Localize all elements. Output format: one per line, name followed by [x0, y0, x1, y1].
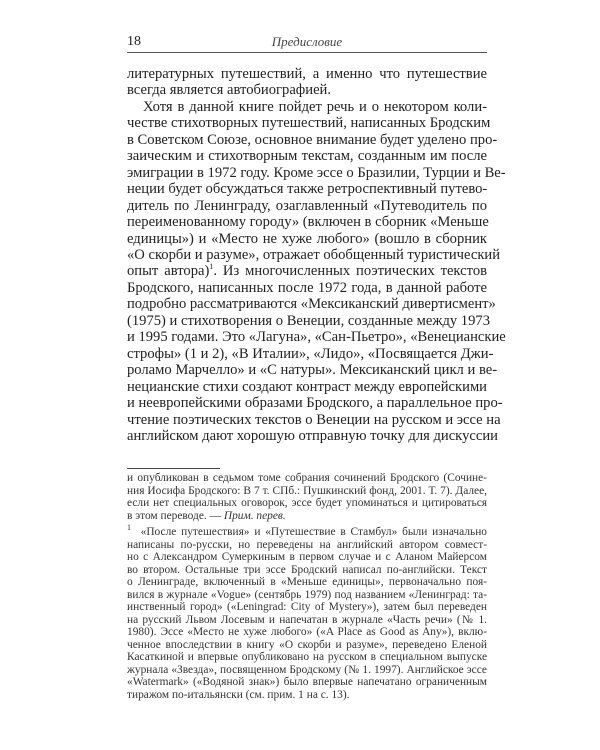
text-line: неции будет обсуждаться также ретроспективный путево- [127, 181, 488, 198]
footnote-line: ченное впоследствии в книгу «О скорби и разуме», переведено Еленой [127, 638, 487, 651]
running-head-title: Предисловие [271, 34, 343, 49]
text-line: чтение поэтических текстов о Венеции на русском и эссе на [127, 411, 501, 428]
footnote-line: во втором. Остальные три эссе Бродский написал по-английски. Текст [127, 563, 487, 576]
text-line [127, 263, 487, 279]
footnote-line: на русский Львом Лосевым и напечатан в журнале «Часть речи» (№ 1. [127, 613, 487, 626]
text-line: литературных путешествий, а именно что путешествие [127, 66, 487, 82]
text-line: эмиграции в 1972 году. Кроме эссе о Бразилии, Турции и Ве- [127, 164, 506, 181]
footnote-line [127, 523, 487, 539]
footnote-line: инственный город» («Leningrad: City of Mystery»), затем был переведен [127, 601, 487, 613]
text-line: в Советском Союзе, основное внимание будет уделено про- [127, 131, 498, 148]
text-line: единицы») и «Место не хуже любого» (вошло в сборник [127, 230, 487, 247]
body-text [127, 66, 506, 444]
text-line: Бродского, написанных после 1972 года, в данной работе [127, 279, 487, 296]
text-line: «О скорби и разуме», отражает обобщенный туристический [127, 246, 501, 263]
footnote-line: тиражом по-итальянски (см. прим. 1 на с. 13). [127, 688, 350, 701]
translator-note: Прим. перев. [223, 509, 286, 522]
text-fragment: в этом переводе. — [127, 509, 224, 522]
footnote-divider [127, 468, 220, 469]
text-line: (1975) и стихотворения о Венеции, созданные между 1973 [127, 312, 490, 329]
page-number: 18 [127, 34, 141, 49]
text-line: переименованному городу» (включен в сборник «Меньше [127, 214, 489, 231]
text-line: и неевропейскими образами Бродского, а параллельное про- [127, 395, 503, 412]
text-line: заическим и стихотворным текстам, созданным им после [127, 148, 487, 165]
text-fragment: опыт автора) [127, 263, 210, 280]
footnote-ref[interactable]: 1 [209, 262, 214, 272]
footnote-line: ния Иосифа Бродского: В 7 т. СПб.: Пушкинский фонд, 2001. Т. 7). Далее, [127, 484, 487, 497]
running-header [127, 34, 487, 53]
footnote-line: вился в журнале «Vogue» (сентябрь 1979) под названием «Ленинград: та- [127, 588, 487, 601]
text-line: и 1995 годами. Это «Лагуна», «Сан-Пьетро», «Венецианские [127, 329, 506, 346]
text-line: честве стихотворных путешествий, написанных Бродским [127, 115, 491, 132]
text-line: роламо Марчелло» и «С натуры». Мексиканский цикл и ве- [127, 362, 498, 379]
text-line: всегда является автобиографией. [127, 82, 332, 99]
text-fragment: . Из многочисленных поэтических текстов [213, 263, 488, 280]
footnote-line: написаны по-русски, но переведены на английский автором совмест- [127, 538, 487, 551]
text-line: нецианские стихи создают контраст между европейскими [127, 378, 487, 395]
footnote-line: но с Александром Сумеркиным в первом случае и с Аланом Майерсом [127, 551, 487, 563]
footnote-line: «Watermark» («Водяной знак») было впервые напечатано ограниченным [127, 676, 487, 688]
text-line: Хотя в данной книге пойдет речь и о некотором коли- [143, 98, 487, 115]
footnote-line: журнала «Звезда», посвященном Бродскому (№ 1. 1997). Английское эссе [127, 663, 487, 676]
footnotes [127, 472, 487, 701]
text-line: подробно рассматриваются «Мексиканский дивертисмент» [127, 296, 496, 313]
footnote-line: и опубликован в седьмом томе собрания сочинений Бродского (Сочине- [127, 472, 487, 484]
footnote-line: если нет специальных оговорок, эссе будет упоминаться и цитироваться [127, 497, 487, 509]
footnote-line [127, 510, 487, 523]
footnote-line: 1980). Эссе «Место не хуже любого» («A Place as Good as Any»), вклю- [127, 626, 487, 638]
footnote-marker: 1 [127, 523, 131, 533]
text-line: дитель по Ленинграду, озаглавленный «Путеводитель по [127, 197, 487, 214]
text-fragment: «После путешествия» и «Путешествие в Стамбул» были изначально [140, 526, 487, 538]
text-line: строфы» (1 и 2), «В Италии», «Лидо», «Посвящается Джи- [127, 345, 494, 362]
text-line: английском дают хорошую отправную точку для дискуссии [127, 427, 498, 444]
footnote-line: о Ленинграде, включенный в «Меньше единицы», первоначально поя- [127, 576, 487, 588]
footnote-line: Касаткиной и впервые опубликовано на русском в специальном выпуске [127, 651, 487, 663]
